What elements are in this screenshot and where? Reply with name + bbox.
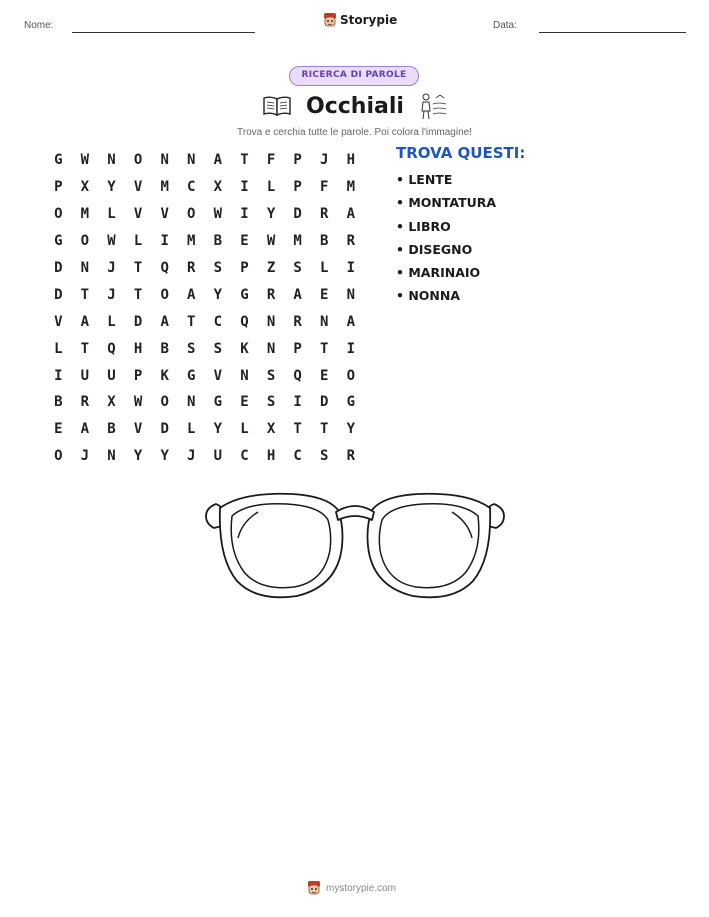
grid-cell[interactable]: A [213, 152, 223, 169]
grid-cell[interactable]: I [54, 367, 63, 384]
grid-cell[interactable]: V [133, 206, 143, 223]
grid-cell[interactable]: I [240, 179, 249, 196]
word-list-item: • NONNA [396, 288, 461, 304]
grid-cell[interactable]: Y [107, 179, 116, 196]
grid-cell[interactable]: R [346, 233, 356, 250]
grid-cell[interactable]: F [320, 179, 329, 196]
grid-cell[interactable]: M [80, 206, 90, 223]
footer [307, 880, 396, 896]
grid-cell[interactable]: I [346, 340, 356, 357]
grid-cell[interactable]: P [293, 340, 302, 357]
grid-cell[interactable]: B [160, 340, 169, 357]
open-book-icon [262, 95, 292, 117]
grid-cell[interactable]: O [54, 448, 63, 465]
grid-cell[interactable]: E [320, 367, 329, 384]
name-label: Nome: [24, 20, 54, 31]
grid-cell[interactable]: T [133, 286, 143, 303]
grid-cell[interactable]: V [54, 313, 63, 330]
grid-cell[interactable]: L [54, 340, 63, 357]
grid-cell[interactable]: H [133, 340, 143, 357]
grid-cell[interactable]: A [346, 313, 356, 330]
grid-cell[interactable]: D [160, 421, 169, 438]
grid-cell[interactable]: H [346, 152, 356, 169]
glasses-illustration[interactable] [202, 486, 508, 606]
grid-cell[interactable]: N [187, 394, 196, 411]
grid-cell[interactable]: A [80, 313, 90, 330]
grid-cell[interactable]: D [54, 260, 63, 276]
grid-cell[interactable]: O [54, 206, 63, 223]
grid-cell[interactable]: M [160, 179, 169, 196]
grid-cell[interactable]: T [320, 340, 329, 357]
grid-cell[interactable]: F [266, 152, 276, 169]
grid-cell[interactable]: V [133, 179, 143, 196]
grid-cell[interactable]: T [187, 313, 196, 330]
grid-cell[interactable]: I [160, 233, 169, 250]
grid-cell[interactable]: N [107, 448, 116, 465]
grid-cell[interactable]: S [266, 394, 276, 411]
grid-cell[interactable]: J [320, 152, 329, 169]
grid-cell[interactable]: W [213, 206, 223, 223]
brand-name: Storypie [340, 13, 398, 27]
grid-cell[interactable]: S [213, 340, 223, 357]
grid-cell[interactable]: O [160, 286, 169, 303]
grid-cell[interactable]: T [133, 260, 143, 276]
grid-cell[interactable]: J [107, 286, 116, 303]
grid-cell[interactable]: P [293, 152, 302, 169]
grid-cell[interactable]: U [80, 367, 90, 384]
grid-cell[interactable]: J [80, 448, 90, 465]
grid-cell[interactable]: H [266, 448, 276, 465]
footer-url[interactable]: mystorypie.com [326, 882, 397, 894]
grid-cell[interactable]: W [266, 233, 276, 250]
grid-cell[interactable]: Z [266, 260, 276, 276]
grid-cell[interactable]: E [320, 286, 329, 303]
grid-cell[interactable]: E [54, 421, 63, 438]
title-row [0, 92, 709, 122]
grid-cell[interactable]: P [133, 367, 143, 384]
grid-cell[interactable]: I [240, 206, 249, 223]
word-list-item: • DISEGNO [396, 241, 473, 257]
storypie-mascot-icon [323, 12, 337, 28]
grid-cell[interactable]: P [293, 179, 302, 196]
word-list [396, 170, 496, 310]
grid-cell[interactable]: N [160, 152, 169, 169]
grid-cell[interactable]: L [133, 233, 143, 250]
grid-cell[interactable]: W [107, 233, 116, 250]
grid-cell[interactable]: N [80, 260, 90, 276]
grid-cell[interactable]: D [54, 286, 63, 303]
grid-cell[interactable]: A [346, 206, 356, 223]
grid-cell[interactable]: W [133, 394, 143, 411]
word-list-item: • LIBRO [396, 218, 451, 234]
grid-cell[interactable]: S [320, 448, 329, 465]
grid-cell[interactable]: L [266, 179, 276, 196]
word-list-item: • LENTE [396, 172, 453, 187]
grid-cell[interactable]: E [240, 394, 249, 411]
grid-cell[interactable]: T [240, 152, 249, 169]
grid-cell[interactable]: Y [133, 448, 143, 465]
grid-cell[interactable]: G [240, 286, 249, 303]
instructions: Trova e cerchia tutte le parole. Poi colora l'immagine! [237, 127, 472, 138]
grid-cell[interactable]: O [133, 152, 143, 169]
grid-cell[interactable]: I [346, 260, 356, 276]
grid-cell[interactable]: N [266, 313, 276, 330]
grid-cell[interactable]: C [293, 448, 302, 465]
grid-cell[interactable]: Q [107, 340, 116, 357]
grid-cell[interactable]: S [213, 260, 223, 276]
grid-cell[interactable]: O [187, 206, 196, 223]
grid-cell[interactable]: P [240, 260, 249, 276]
grid-cell[interactable]: M [293, 233, 302, 250]
grid-cell[interactable]: B [54, 394, 63, 411]
grid-cell[interactable]: M [346, 179, 356, 196]
grid-cell[interactable]: X [266, 421, 276, 438]
page-title: Occhiali [306, 94, 404, 119]
grid-cell[interactable]: Y [266, 206, 276, 223]
grid-cell[interactable]: G [54, 152, 63, 169]
grid-cell[interactable]: V [160, 206, 169, 223]
grid-cell[interactable]: N [107, 152, 116, 169]
grid-cell[interactable]: D [293, 206, 302, 223]
grid-cell[interactable]: T [320, 421, 329, 438]
word-search-grid[interactable] [45, 147, 364, 470]
grid-cell[interactable]: C [213, 313, 223, 330]
grid-cell[interactable]: D [320, 394, 329, 411]
grid-cell[interactable]: T [293, 421, 302, 438]
grid-cell[interactable]: B [213, 233, 223, 250]
grid-cell[interactable]: S [187, 340, 196, 357]
grid-cell[interactable]: S [266, 367, 276, 384]
grid-cell[interactable]: K [160, 367, 169, 384]
word-list-item: • MONTATURA [396, 195, 497, 211]
word-list-title: TROVA QUESTI: [396, 144, 526, 162]
grid-cell[interactable]: R [187, 260, 196, 276]
word-list-item: • MARINAIO [396, 265, 481, 281]
grid-cell[interactable]: A [293, 286, 302, 303]
grid-cell[interactable]: A [80, 421, 90, 438]
grid-cell[interactable]: B [107, 421, 116, 438]
grid-cell[interactable]: K [240, 340, 249, 357]
grid-cell[interactable]: N [187, 152, 196, 169]
grid-cell[interactable]: R [320, 206, 329, 223]
grid-cell[interactable]: I [293, 394, 302, 411]
grid-cell[interactable]: P [54, 179, 63, 196]
grid-cell[interactable]: X [107, 394, 116, 411]
grid-cell[interactable]: O [346, 367, 356, 384]
grid-cell[interactable]: G [54, 233, 63, 250]
brand-logo [323, 12, 397, 28]
grid-cell[interactable]: R [293, 313, 302, 330]
grid-cell[interactable]: L [107, 313, 116, 330]
grid-cell[interactable]: C [187, 179, 196, 196]
grid-cell[interactable]: J [107, 260, 116, 276]
grid-cell[interactable]: N [320, 313, 329, 330]
grid-cell[interactable]: Y [213, 421, 223, 438]
grid-cell[interactable]: R [80, 394, 90, 411]
grid-cell[interactable]: N [266, 340, 276, 357]
grid-cell[interactable]: X [80, 179, 90, 196]
grid-cell[interactable]: B [320, 233, 329, 250]
grid-cell[interactable]: O [80, 233, 90, 250]
name-line[interactable] [72, 32, 255, 33]
grid-cell[interactable]: A [160, 313, 169, 330]
grid-cell[interactable]: S [293, 260, 302, 276]
grid-cell[interactable]: W [80, 152, 90, 169]
grid-cell[interactable]: V [133, 421, 143, 438]
grid-cell[interactable]: Q [293, 367, 302, 384]
sailor-by-sea-icon [418, 92, 448, 122]
grid-cell[interactable]: L [187, 421, 196, 438]
grid-cell[interactable]: G [187, 367, 196, 384]
grid-cell[interactable]: N [240, 367, 249, 384]
grid-cell[interactable]: D [133, 313, 143, 330]
grid-cell[interactable]: Y [160, 448, 169, 465]
grid-cell[interactable]: Q [240, 313, 249, 330]
grid-cell[interactable]: Q [160, 260, 169, 276]
grid-cell[interactable]: G [346, 394, 356, 411]
grid-cell[interactable]: U [107, 367, 116, 384]
grid-cell[interactable]: T [80, 340, 90, 357]
grid-cell[interactable]: O [160, 394, 169, 411]
grid-cell[interactable]: J [187, 448, 196, 465]
grid-cell[interactable]: X [213, 179, 223, 196]
grid-cell[interactable]: N [346, 286, 356, 303]
grid-cell[interactable]: T [80, 286, 90, 303]
grid-cell[interactable]: R [266, 286, 276, 303]
grid-cell[interactable]: Y [346, 421, 356, 438]
grid-cell[interactable]: C [240, 448, 249, 465]
grid-cell[interactable]: A [187, 286, 196, 303]
grid-cell[interactable]: E [240, 233, 249, 250]
grid-cell[interactable]: Y [213, 286, 223, 303]
grid-cell[interactable]: V [213, 367, 223, 384]
date-line[interactable] [539, 32, 686, 33]
worksheet-badge: RICERCA DI PAROLE [289, 66, 419, 86]
grid-cell[interactable]: M [187, 233, 196, 250]
grid-cell[interactable]: L [107, 206, 116, 223]
grid-cell[interactable]: L [240, 421, 249, 438]
date-label: Data: [493, 20, 517, 31]
storypie-mascot-icon [307, 880, 321, 896]
grid-cell[interactable]: L [320, 260, 329, 276]
grid-cell[interactable]: R [346, 448, 356, 465]
grid-cell[interactable]: U [213, 448, 223, 465]
grid-cell[interactable]: G [213, 394, 223, 411]
